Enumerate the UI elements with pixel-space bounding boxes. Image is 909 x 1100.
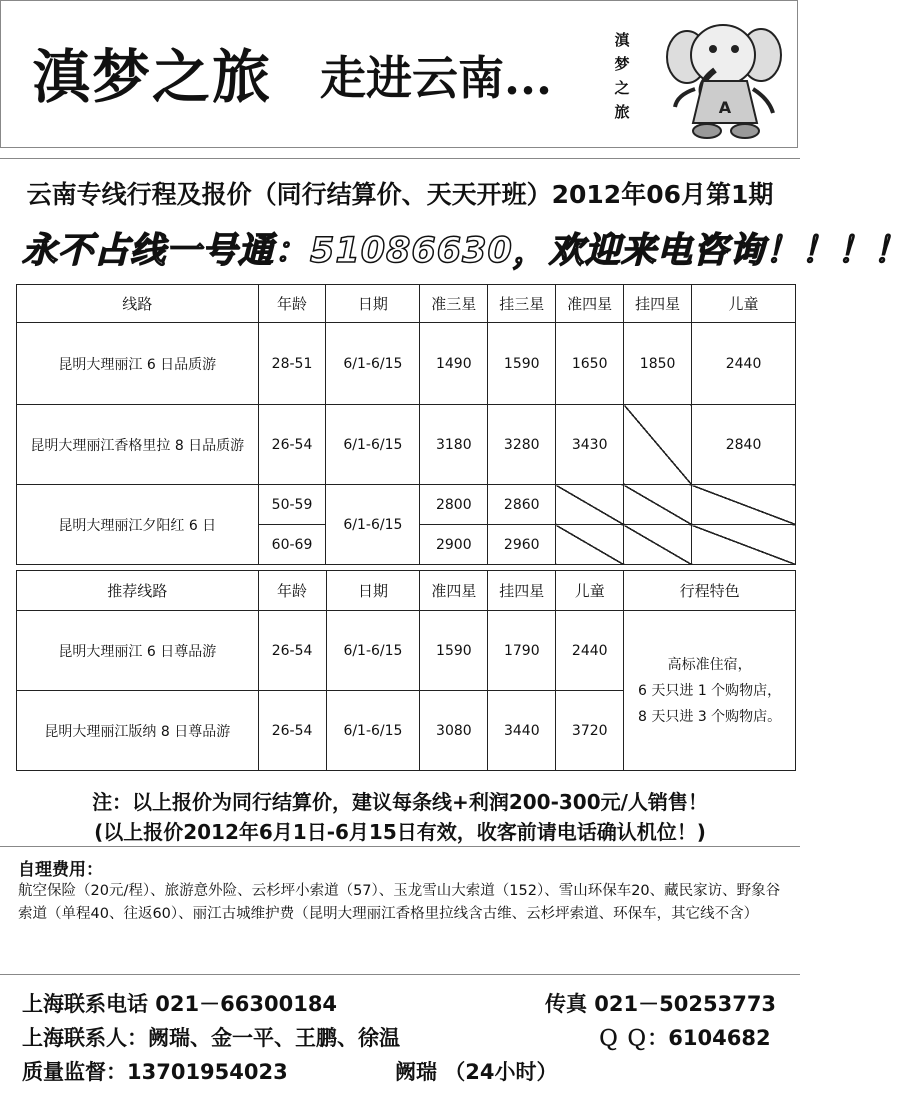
column-header: 日期 xyxy=(326,285,420,323)
vertical-char: 旅 xyxy=(614,103,630,121)
contact-persons: 上海联系人：阙瑞、金一平、王鹏、徐温 xyxy=(22,1026,400,1050)
price-cell: 2960 xyxy=(488,525,556,565)
price-cell: 1590 xyxy=(420,611,488,691)
supervisor-name: 阙瑞 （24小时） xyxy=(395,1060,558,1084)
feature-line: 高标准住宿， xyxy=(667,656,752,673)
column-header: 准四星 xyxy=(420,571,488,611)
column-header: 儿童 xyxy=(556,571,624,611)
empty-slash-cell xyxy=(692,485,796,525)
vertical-char: 滇 xyxy=(614,31,630,49)
route-cell: 昆明大理丽江香格里拉 8 日品质游 xyxy=(17,405,259,485)
price-cell: 3280 xyxy=(488,405,556,485)
date-cell: 6/1-6/15 xyxy=(326,405,420,485)
slogan: 走进云南... xyxy=(320,51,553,105)
contact-fax: 传真 021－50253773 xyxy=(545,992,777,1016)
price-cell: 3440 xyxy=(488,691,556,771)
empty-slash-cell xyxy=(692,525,796,565)
column-header: 推荐线路 xyxy=(17,571,259,611)
price-cell: 3180 xyxy=(420,405,488,485)
child-price-cell: 2440 xyxy=(556,611,624,691)
age-cell: 26-54 xyxy=(258,691,326,771)
quality-supervision: 质量监督：13701954023 xyxy=(22,1060,288,1084)
divider xyxy=(0,846,800,847)
table-header-row xyxy=(17,571,796,611)
price-cell: 2800 xyxy=(420,485,488,525)
selfpay-text: 航空保险（20元/程）、旅游意外险、云杉坪小索道（57）、玉龙雪山大索道（152）、雪山环保车20、藏民家访、野象谷索道（单程40、往返60）、丽江古城维护费（昆明大理丽江香格里拉线含古维、云杉坪索道、环保车，其它线不含） xyxy=(18,883,781,922)
hotline-banner: 永不占线一号通：51086630，欢迎来电咨询！！！！ xyxy=(22,231,909,271)
column-header: 准四星 xyxy=(556,285,624,323)
route-cell: 昆明大理丽江 6 日品质游 xyxy=(17,323,259,405)
feature-cell xyxy=(624,611,796,771)
price-cell: 2900 xyxy=(420,525,488,565)
feature-line: 6 天只进 1 个购物店， xyxy=(638,682,782,699)
brand-title: 滇梦之旅 xyxy=(32,43,273,111)
age-cell: 26-54 xyxy=(258,611,326,691)
contact-qq: Ｑ Ｑ：6104682 xyxy=(598,1026,771,1050)
route-cell: 昆明大理丽江夕阳红 6 日 xyxy=(17,485,259,565)
date-cell: 6/1-6/15 xyxy=(326,611,420,691)
empty-slash-cell xyxy=(624,405,692,485)
validity-note: (以上报价2012年6月1日-6月15日有效，收客前请电话确认机位！) xyxy=(94,820,706,844)
feature-line: 8 天只进 3 个购物店。 xyxy=(638,708,782,725)
date-cell: 6/1-6/15 xyxy=(326,691,420,771)
table-header-row xyxy=(17,285,796,323)
date-cell: 6/1-6/15 xyxy=(326,485,420,565)
price-cell: 1650 xyxy=(556,323,624,405)
empty-slash-cell xyxy=(556,485,624,525)
price-note: 注：以上报价为同行结算价，建议每条线+利润200-300元/人销售！ xyxy=(92,790,708,814)
column-header: 年龄 xyxy=(258,285,326,323)
vertical-char: 梦 xyxy=(614,55,630,73)
vertical-char: 之 xyxy=(614,79,630,97)
route-cell: 昆明大理丽江版纳 8 日尊品游 xyxy=(17,691,259,771)
contact-phone: 上海联系电话 021－66300184 xyxy=(22,992,338,1016)
price-table-premium xyxy=(16,570,796,771)
empty-slash-cell xyxy=(624,525,692,565)
empty-slash-cell xyxy=(556,525,624,565)
column-header: 行程特色 xyxy=(624,571,796,611)
elephant-mascot-icon xyxy=(665,15,785,143)
age-cell: 28-51 xyxy=(258,323,326,405)
price-cell: 1590 xyxy=(488,323,556,405)
selfpay-heading: 自理费用： xyxy=(18,860,103,880)
vertical-brand xyxy=(612,28,632,124)
price-cell: 1490 xyxy=(420,323,488,405)
child-price-cell: 3720 xyxy=(556,691,624,771)
price-cell: 3430 xyxy=(556,405,624,485)
column-header: 挂四星 xyxy=(488,571,556,611)
divider xyxy=(0,974,800,975)
column-header: 挂四星 xyxy=(624,285,692,323)
table-row xyxy=(17,485,796,525)
price-table-standard xyxy=(16,284,796,565)
age-cell: 60-69 xyxy=(258,525,326,565)
date-cell: 6/1-6/15 xyxy=(326,323,420,405)
page-subtitle: 云南专线行程及报价（同行结算价、天天开班）2012年06月第1期 xyxy=(26,180,774,209)
svg-text:A: A xyxy=(718,98,732,117)
column-header: 挂三星 xyxy=(488,285,556,323)
column-header: 日期 xyxy=(326,571,420,611)
column-header: 准三星 xyxy=(420,285,488,323)
age-cell: 50-59 xyxy=(258,485,326,525)
table-row xyxy=(17,405,796,485)
column-header: 儿童 xyxy=(692,285,796,323)
child-price-cell: 2840 xyxy=(692,405,796,485)
divider xyxy=(0,158,800,159)
price-cell: 2860 xyxy=(488,485,556,525)
route-cell: 昆明大理丽江 6 日尊品游 xyxy=(17,611,259,691)
column-header: 线路 xyxy=(17,285,259,323)
empty-slash-cell xyxy=(624,485,692,525)
age-cell: 26-54 xyxy=(258,405,326,485)
price-cell: 3080 xyxy=(420,691,488,771)
price-cell: 1850 xyxy=(624,323,692,405)
child-price-cell: 2440 xyxy=(692,323,796,405)
table-row xyxy=(17,611,796,691)
table-row xyxy=(17,323,796,405)
column-header: 年龄 xyxy=(258,571,326,611)
price-cell: 1790 xyxy=(488,611,556,691)
